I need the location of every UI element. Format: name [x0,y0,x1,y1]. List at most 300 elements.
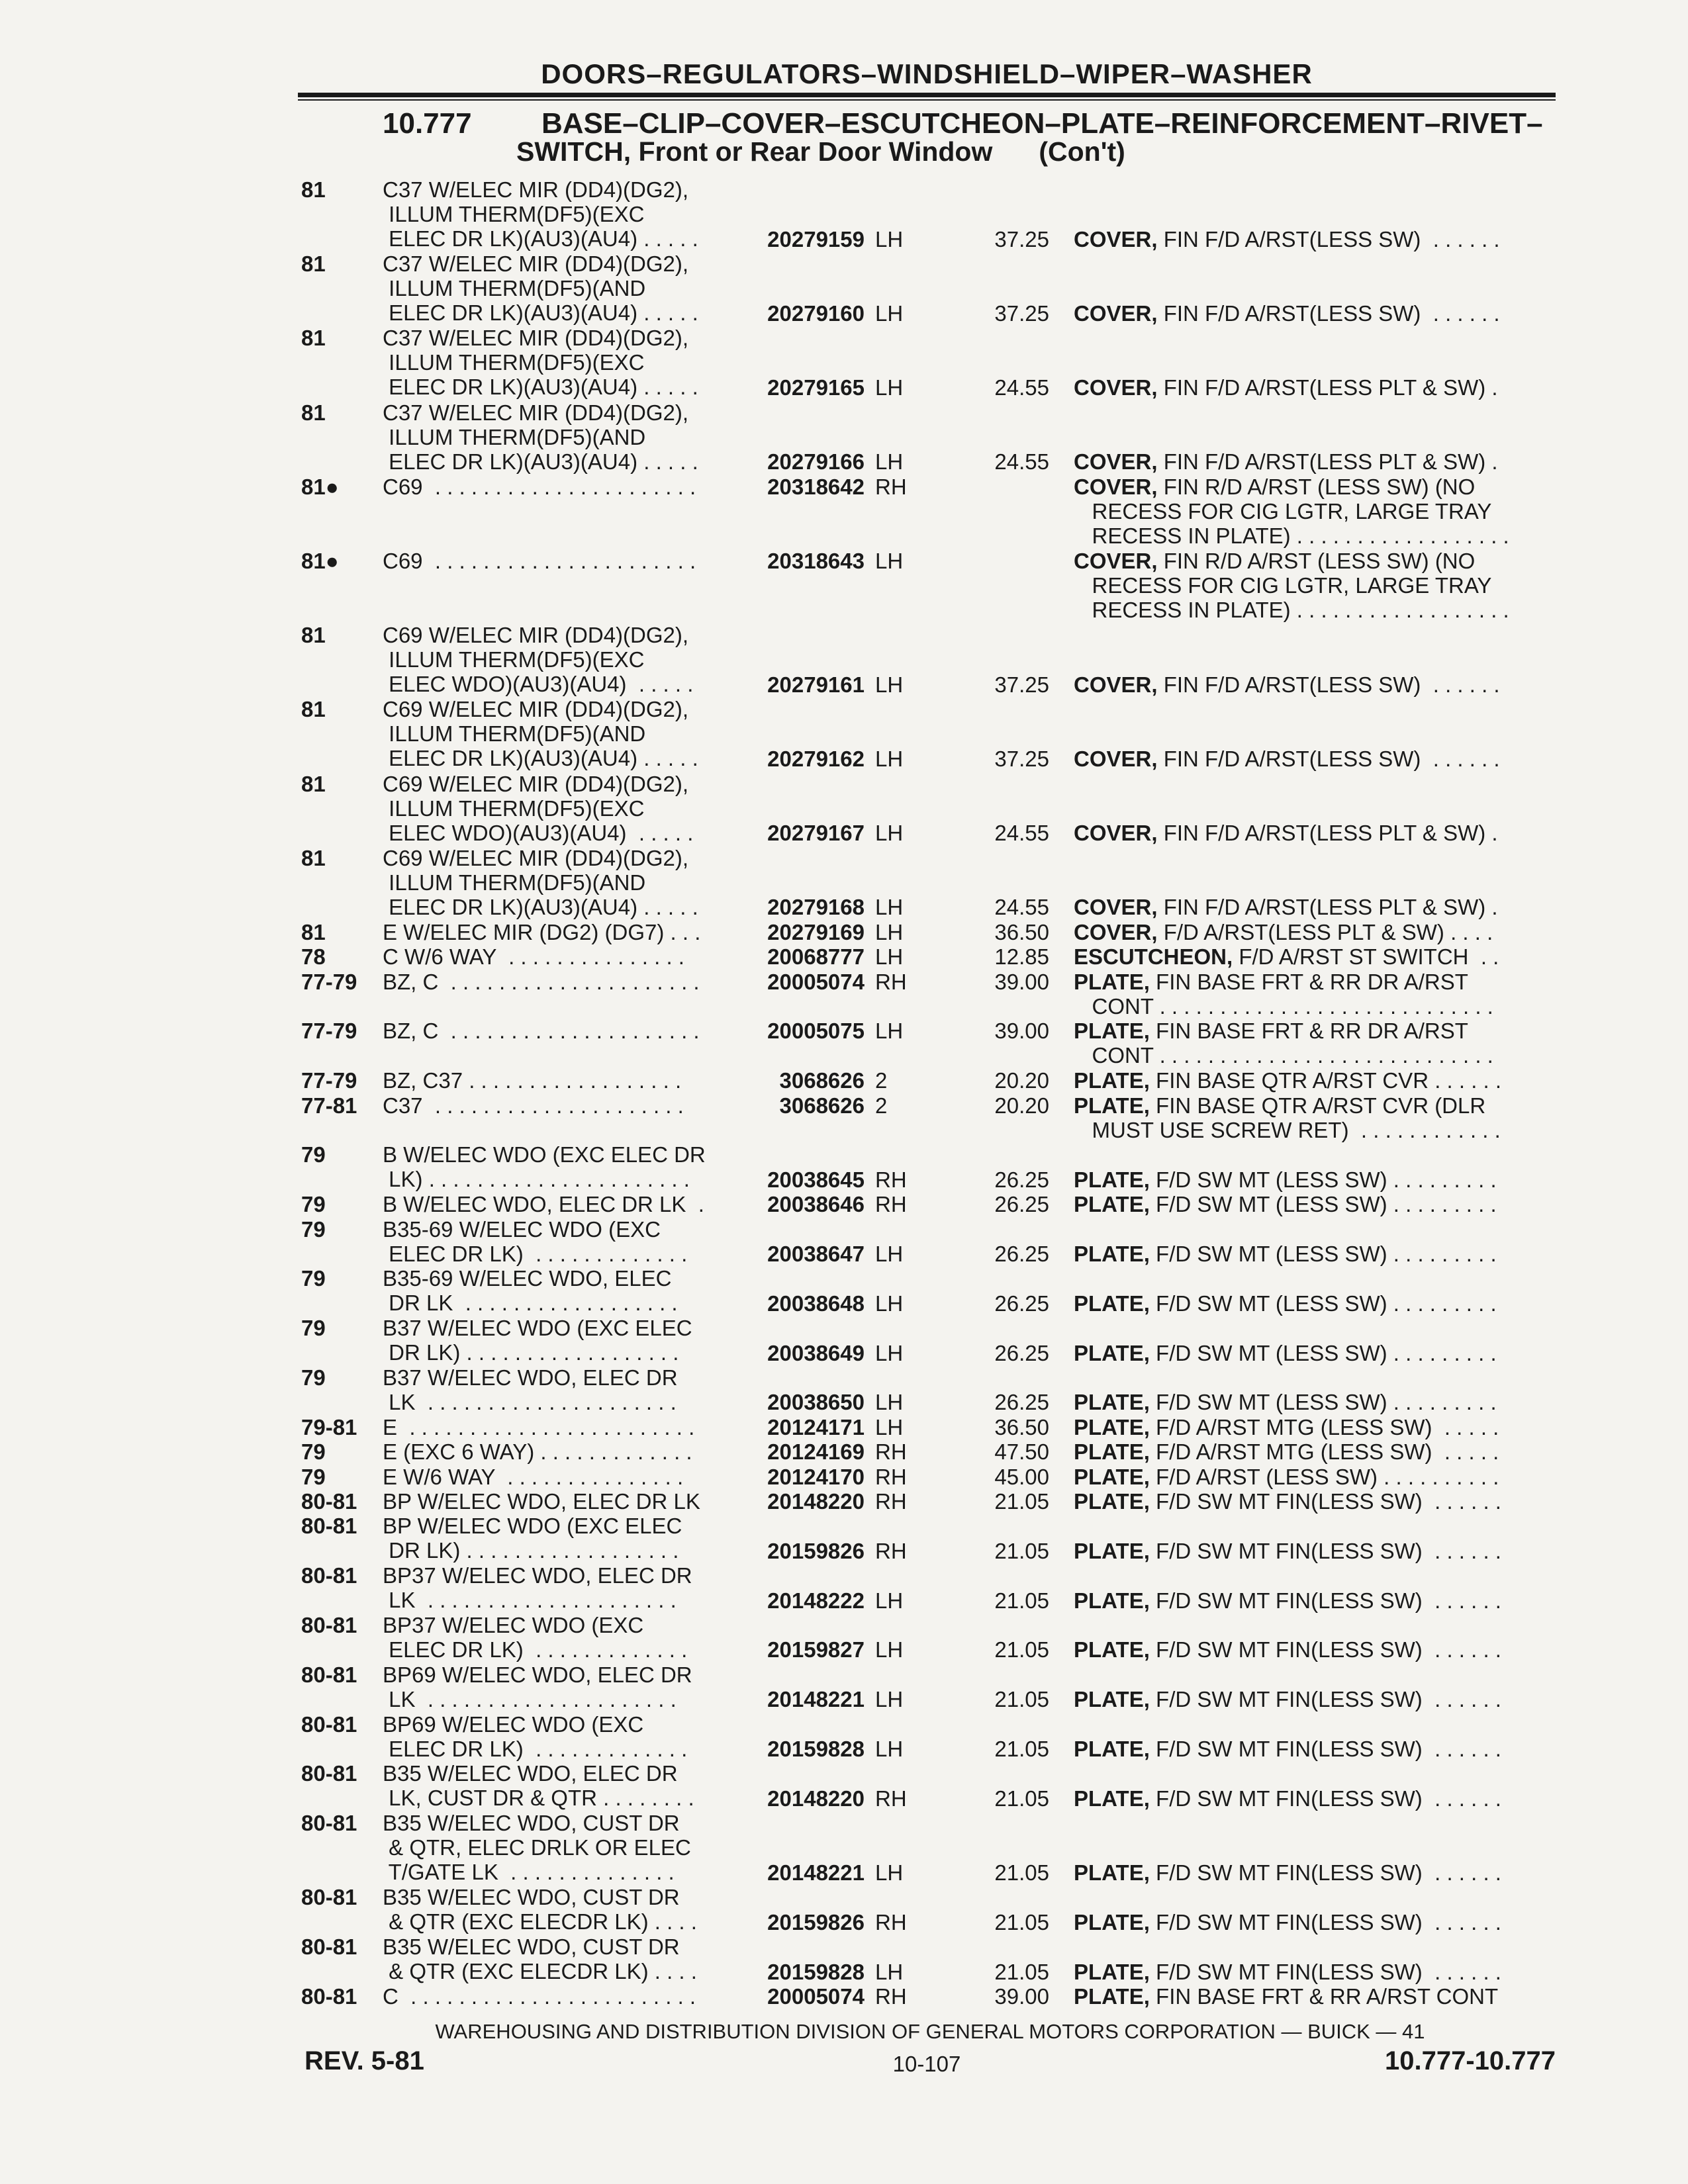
application: C . . . . . . . . . . . . . . . . . . . . . . . . [383,1983,696,2009]
application: B35-69 W/ELEC WDO (EXC ELEC DR LK) . . . . . . . . . . . . . [383,1216,688,1266]
part-number: 20148220 [767,1786,865,1811]
description-text: F/D SW MT FIN(LESS SW) . . . . . . [1149,1687,1501,1712]
part-number: 3068626 [779,1068,865,1093]
application: C69 W/ELEC MIR (DD4)(DG2), ILLUM THERM(DF5)(AND ELEC DR LK)(AU3)(AU4) . . . . . [383,697,698,771]
model-year: 77-79 [301,1019,357,1044]
application: E W/6 WAY . . . . . . . . . . . . . . . [383,1464,684,1489]
application: B W/ELEC WDO (EXC ELEC DR LK) . . . . . . . . . . . . . . . . . . . . . . [383,1142,706,1192]
quantity: LH [875,1340,904,1365]
description-text: FIN F/D A/RST(LESS PLT & SW) . [1157,449,1498,475]
table-row [0,1662,1688,1712]
model-year: 81● [301,474,339,499]
quantity: LH [875,1637,904,1662]
quantity: LH [875,1959,904,1984]
description-text: F/D SW MT FIN(LESS SW) . . . . . . [1149,1488,1501,1514]
application: C69 . . . . . . . . . . . . . . . . . . . . . . [383,548,696,573]
part-number: 20124169 [767,1439,865,1465]
table-row [0,400,1688,475]
price: 21.05 [994,1588,1049,1613]
price: 21.05 [994,1637,1049,1662]
price: 45.00 [994,1464,1049,1489]
footer-page-number: 10-107 [892,2052,961,2076]
section-title-line2: SWITCH, Front or Rear Door Window [516,136,993,167]
table-row [0,1142,1688,1192]
application: B35 W/ELEC WDO, CUST DR & QTR (EXC ELECDR LK) . . . . [383,1934,697,1984]
description-text: FIN BASE FRT & RR DR A/RST CONT . . . . . . . . . . . . . . . . . . . . . . . . . . . . [1092,1019,1493,1068]
description [1074,895,1557,919]
description [1074,1910,1557,1934]
model-year: 80-81 [301,1488,357,1514]
model-year: 81 [301,771,326,796]
part-number: 20124171 [767,1414,865,1439]
table-row [0,1984,1688,2009]
description [1074,1588,1557,1613]
description-text: F/D A/RST (LESS SW) . . . . . . . . . . [1149,1464,1499,1489]
description-text: F/D A/RST MTG (LESS SW) . . . . . [1149,1439,1499,1465]
description-text: FIN F/D A/RST(LESS SW) . . . . . . [1157,747,1500,772]
description-text: F/D SW MT (LESS SW) . . . . . . . . . [1149,1340,1497,1365]
model-year: 81 [301,400,326,425]
description-text: FIN R/D A/RST (LESS SW) (NO RECESS FOR CIG LGTR, LARGE TRAY RECESS IN PLATE) . . . . . . . . . . . . . . . . . . [1092,548,1509,622]
table-row [0,1192,1688,1216]
quantity: RH [875,969,907,994]
description-text: F/D SW MT FIN(LESS SW) . . . . . . [1149,1736,1501,1761]
part-number: 20279168 [767,895,865,920]
quantity: LH [875,895,904,920]
model-year: 79 [301,1266,326,1291]
description [1074,1687,1557,1711]
model-year: 80-81 [301,1934,357,1960]
price: 21.05 [994,1538,1049,1563]
table-row [0,970,1688,1019]
table-row [0,1019,1688,1068]
part-number: 20279166 [767,449,865,475]
price: 39.00 [994,1019,1049,1044]
table-row [0,1489,1688,1514]
parts-table [0,177,1688,2009]
table-row [0,549,1688,623]
quantity: LH [875,747,904,772]
description-text: FIN BASE QTR A/RST CVR . . . . . . [1149,1068,1502,1093]
description-keyword: PLATE, [1074,1414,1150,1439]
description-keyword: PLATE, [1074,1439,1150,1465]
quantity: RH [875,1488,907,1514]
part-number: 20038647 [767,1242,865,1267]
description-keyword: COVER, [1074,548,1158,573]
description [1074,970,1557,1019]
model-year: 80-81 [301,1811,357,1836]
description-text: F/D SW MT (LESS SW) . . . . . . . . . [1149,1390,1497,1415]
quantity: LH [875,300,904,326]
part-number: 20038649 [767,1340,865,1365]
price: 24.55 [994,449,1049,475]
description-keyword: PLATE, [1074,1068,1150,1093]
model-year: 80-81 [301,1761,357,1786]
description [1074,1167,1557,1192]
application: BZ, C37 . . . . . . . . . . . . . . . . . . [383,1068,682,1093]
price: 21.05 [994,1488,1049,1514]
description-text: F/D SW MT FIN(LESS SW) . . . . . . [1149,1538,1501,1563]
description-keyword: PLATE, [1074,969,1150,994]
description-text: FIN BASE FRT & RR A/RST CONT [1149,1983,1499,2009]
model-year: 81● [301,548,339,573]
description [1074,920,1557,944]
table-row [0,326,1688,400]
quantity: RH [875,1538,907,1563]
quantity: LH [875,1291,904,1316]
model-year: 80-81 [301,1612,357,1637]
model-year: 81 [301,177,326,202]
table-row [0,475,1688,549]
price: 26.25 [994,1340,1049,1365]
description-text: F/D SW MT FIN(LESS SW) . . . . . . [1149,1588,1501,1613]
description-text: F/D SW MT FIN(LESS SW) . . . . . . [1149,1909,1501,1934]
description-text: F/D A/RST ST SWITCH . . [1233,944,1499,970]
description-keyword: PLATE, [1074,1093,1150,1118]
part-number: 20148221 [767,1687,865,1712]
section-heading [383,107,1543,167]
description [1074,1192,1557,1216]
price: 26.25 [994,1192,1049,1217]
description-keyword: PLATE, [1074,1019,1150,1044]
description-keyword: PLATE, [1074,1242,1150,1267]
description [1074,1439,1557,1464]
application: BZ, C . . . . . . . . . . . . . . . . . . . . . [383,969,700,994]
description-keyword: COVER, [1074,375,1158,400]
description [1074,449,1557,474]
quantity: LH [875,672,904,697]
description [1074,1242,1557,1266]
part-number: 20124170 [767,1464,865,1489]
price: 26.25 [994,1167,1049,1192]
description-keyword: PLATE, [1074,1192,1150,1217]
application: B35 W/ELEC WDO, CUST DR & QTR (EXC ELECDR LK) . . . . [383,1885,697,1934]
application: BP69 W/ELEC WDO, ELEC DR LK . . . . . . . . . . . . . . . . . . . . . [383,1662,692,1711]
description-keyword: COVER, [1074,747,1158,772]
quantity: LH [875,944,904,970]
description [1074,944,1557,969]
table-row [0,1316,1688,1365]
part-number: 20279167 [767,821,865,846]
part-number: 20318642 [767,474,865,499]
model-year: 79 [301,1439,326,1465]
application: BP37 W/ELEC WDO (EXC ELEC DR LK) . . . . . . . . . . . . . [383,1612,688,1662]
application: C37 . . . . . . . . . . . . . . . . . . . . . [383,1093,684,1118]
model-year: 77-79 [301,1068,357,1093]
price: 20.20 [994,1093,1049,1118]
price: 37.25 [994,672,1049,697]
description-text: F/D SW MT (LESS SW) . . . . . . . . . [1149,1291,1497,1316]
part-number: 20279162 [767,747,865,772]
description-keyword: PLATE, [1074,1909,1150,1934]
model-year: 80-81 [301,1563,357,1588]
part-number: 20005074 [767,969,865,994]
description-keyword: COVER, [1074,919,1158,944]
description [1074,672,1557,697]
description [1074,1960,1557,1984]
part-number: 20148221 [767,1860,865,1885]
application: BZ, C . . . . . . . . . . . . . . . . . . . . . [383,1019,700,1044]
application: B35-69 W/ELEC WDO, ELEC DR LK . . . . . . . . . . . . . . . . . . [383,1266,678,1316]
description-keyword: COVER, [1074,449,1158,475]
price: 21.05 [994,1860,1049,1885]
description-text: FIN F/D A/RST(LESS SW) . . . . . . [1157,300,1500,326]
application: B37 W/ELEC WDO (EXC ELEC DR LK) . . . . . . . . . . . . . . . . . . [383,1316,692,1365]
description-keyword: PLATE, [1074,1291,1150,1316]
price: 21.05 [994,1786,1049,1811]
price: 47.50 [994,1439,1049,1465]
model-year: 79 [301,1365,326,1390]
table-row [0,944,1688,969]
description-text: FIN F/D A/RST(LESS SW) . . . . . . [1157,226,1500,251]
application: C37 W/ELEC MIR (DD4)(DG2), ILLUM THERM(DF5)(EXC ELEC DR LK)(AU3)(AU4) . . . . . [383,177,698,251]
application: C W/6 WAY . . . . . . . . . . . . . . . [383,944,684,970]
description-text: F/D SW MT FIN(LESS SW) . . . . . . [1149,1959,1501,1984]
quantity: 2 [875,1068,888,1093]
quantity: RH [875,1167,907,1192]
description [1074,1737,1557,1761]
price: 26.25 [994,1390,1049,1415]
price: 21.05 [994,1959,1049,1984]
header-rule [298,93,1556,97]
description-keyword: COVER, [1074,226,1158,251]
table-row [0,920,1688,944]
description [1074,301,1557,326]
description-keyword: COVER, [1074,895,1158,920]
quantity: LH [875,449,904,475]
header-rule-thin [298,99,1556,101]
table-row [0,1885,1688,1934]
description-text: F/D SW MT (LESS SW) . . . . . . . . . [1149,1242,1497,1267]
price: 12.85 [994,944,1049,970]
description-keyword: PLATE, [1074,1687,1150,1712]
price: 21.05 [994,1909,1049,1934]
application: B35 W/ELEC WDO, ELEC DR LK, CUST DR & QTR . . . . . . . . [383,1761,694,1811]
part-number: 20279159 [767,226,865,251]
description-keyword: PLATE, [1074,1983,1150,2009]
part-number: 20068777 [767,944,865,970]
part-number: 20159827 [767,1637,865,1662]
model-year: 80-81 [301,1885,357,1910]
part-number: 20159826 [767,1909,865,1934]
description-keyword: COVER, [1074,300,1158,326]
part-number: 20318643 [767,548,865,573]
description-keyword: PLATE, [1074,1340,1150,1365]
table-row [0,1415,1688,1439]
description-text: F/D SW MT (LESS SW) . . . . . . . . . [1149,1167,1497,1192]
table-row [0,1217,1688,1267]
description-text: FIN F/D A/RST(LESS PLT & SW) . [1157,895,1498,920]
description-keyword: COVER, [1074,474,1158,499]
table-row [0,1093,1688,1143]
price: 24.55 [994,895,1049,920]
application: B35 W/ELEC WDO, CUST DR & QTR, ELEC DRLK OR ELEC T/GATE LK . . . . . . . . . . . . . . [383,1811,691,1885]
description-keyword: PLATE, [1074,1588,1150,1613]
quantity: LH [875,548,904,573]
description-keyword: PLATE, [1074,1167,1150,1192]
part-number: 20159826 [767,1538,865,1563]
model-year: 81 [301,919,326,944]
description [1074,1019,1557,1068]
description-keyword: PLATE, [1074,1464,1150,1489]
description-keyword: PLATE, [1074,1959,1150,1984]
quantity: LH [875,821,904,846]
description [1074,1068,1557,1093]
description-text: F/D A/RST(LESS PLT & SW) . . . . [1157,919,1493,944]
price: 37.25 [994,300,1049,326]
price: 36.50 [994,919,1049,944]
description-text: FIN R/D A/RST (LESS SW) (NO RECESS FOR CIG LGTR, LARGE TRAY RECESS IN PLATE) . . . . . . . . . . . . . . . . . . [1092,474,1509,548]
table-row [0,177,1688,251]
table-row [0,1934,1688,1984]
description [1074,821,1557,845]
footer-division: WAREHOUSING AND DISTRIBUTION DIVISION OF GENERAL MOTORS CORPORATION — BUICK — 41 [435,2020,1425,2043]
part-number: 3068626 [779,1093,865,1118]
application: BP W/ELEC WDO (EXC ELEC DR LK) . . . . . . . . . . . . . . . . . . [383,1514,682,1563]
model-year: 80-81 [301,1514,357,1539]
application: E . . . . . . . . . . . . . . . . . . . . . . . . [383,1414,695,1439]
table-row [0,1712,1688,1762]
part-number: 20279165 [767,375,865,400]
price: 24.55 [994,375,1049,400]
table-row [0,1439,1688,1464]
table-row [0,1613,1688,1662]
description-keyword: PLATE, [1074,1736,1150,1761]
table-row [0,1563,1688,1613]
model-year: 79 [301,1464,326,1489]
price: 21.05 [994,1736,1049,1761]
description [1074,1291,1557,1316]
description-keyword: COVER, [1074,672,1158,697]
description-text: FIN BASE FRT & RR DR A/RST CONT . . . . . . . . . . . . . . . . . . . . . . . . . . . . [1092,969,1493,1019]
description [1074,1093,1557,1142]
part-number: 20038645 [767,1167,865,1192]
quantity: RH [875,474,907,499]
table-row [0,1514,1688,1563]
quantity: RH [875,1909,907,1934]
part-number: 20005074 [767,1983,865,2009]
description-text: F/D SW MT FIN(LESS SW) . . . . . . [1149,1860,1501,1885]
description-keyword: COVER, [1074,821,1158,846]
section-title-line1: BASE–CLIP–COVER–ESCUTCHEON–PLATE–REINFORCEMENT–RIVET– [541,107,1543,140]
application: C69 W/ELEC MIR (DD4)(DG2), ILLUM THERM(DF5)(EXC ELEC WDO)(AU3)(AU4) . . . . . [383,771,694,845]
description [1074,1489,1557,1514]
description [1074,1637,1557,1662]
price: 39.00 [994,969,1049,994]
description [1074,475,1557,548]
part-number: 20148222 [767,1588,865,1613]
application: C37 W/ELEC MIR (DD4)(DG2), ILLUM THERM(DF5)(AND ELEC DR LK)(AU3)(AU4) . . . . . [383,400,698,474]
model-year: 79 [301,1192,326,1217]
description-keyword: PLATE, [1074,1860,1150,1885]
description [1074,1415,1557,1439]
application: C69 W/ELEC MIR (DD4)(DG2), ILLUM THERM(DF5)(EXC ELEC WDO)(AU3)(AU4) . . . . . [383,623,694,697]
description [1074,375,1557,400]
quantity: LH [875,919,904,944]
price: 20.20 [994,1068,1049,1093]
description [1074,1860,1557,1885]
quantity: RH [875,1192,907,1217]
model-year: 78 [301,944,326,970]
model-year: 79-81 [301,1414,357,1439]
price: 26.25 [994,1242,1049,1267]
quantity: LH [875,226,904,251]
part-number: 20279160 [767,300,865,326]
quantity: LH [875,375,904,400]
model-year: 79 [301,1142,326,1167]
application: B W/ELEC WDO, ELEC DR LK . [383,1192,704,1217]
page-header-title: DOORS–REGULATORS–WINDSHIELD–WIPER–WASHER [541,58,1313,89]
table-row [0,1068,1688,1093]
model-year: 79 [301,1216,326,1242]
application: C69 W/ELEC MIR (DD4)(DG2), ILLUM THERM(DF5)(AND ELEC DR LK)(AU3)(AU4) . . . . . [383,845,698,919]
model-year: 77-81 [301,1093,357,1118]
description [1074,227,1557,251]
part-number: 20148220 [767,1488,865,1514]
price: 36.50 [994,1414,1049,1439]
footer-section-range: 10.777-10.777 [1384,2046,1556,2075]
price: 37.25 [994,747,1049,772]
description [1074,1390,1557,1414]
table-row [0,1811,1688,1885]
quantity: RH [875,1983,907,2009]
model-year: 80-81 [301,1662,357,1687]
description-keyword: ESCUTCHEON, [1074,944,1233,970]
table-row [0,1365,1688,1415]
model-year: 81 [301,697,326,722]
table-row [0,772,1688,846]
section-number: 10.777 [383,107,472,140]
model-year: 80-81 [301,1711,357,1737]
application: E W/ELEC MIR (DG2) (DG7) . . . [383,919,701,944]
table-row [0,697,1688,771]
section-continued: (Con't) [1039,136,1125,167]
part-number: 20159828 [767,1959,865,1984]
description [1074,747,1557,771]
price: 39.00 [994,1983,1049,2009]
price: 37.25 [994,226,1049,251]
application: E (EXC 6 WAY) . . . . . . . . . . . . . [383,1439,692,1465]
quantity: LH [875,1019,904,1044]
description-text: FIN F/D A/RST(LESS SW) . . . . . . [1157,672,1500,697]
footer-revision: REV. 5-81 [305,2046,424,2075]
model-year: 81 [301,251,326,277]
quantity: LH [875,1860,904,1885]
part-number: 20279161 [767,672,865,697]
table-row [0,251,1688,326]
table-row [0,1761,1688,1811]
application: BP37 W/ELEC WDO, ELEC DR LK . . . . . . . . . . . . . . . . . . . . . [383,1563,692,1613]
quantity: RH [875,1464,907,1489]
model-year: 81 [301,845,326,870]
description-text: FIN F/D A/RST(LESS PLT & SW) . [1157,821,1498,846]
quantity: LH [875,1588,904,1613]
description [1074,1984,1557,2009]
part-number: 20279169 [767,919,865,944]
table-row [0,623,1688,697]
application: BP W/ELEC WDO, ELEC DR LK [383,1488,700,1514]
description-text: FIN BASE QTR A/RST CVR (DLR MUST USE SCREW RET) . . . . . . . . . . . . [1092,1093,1501,1142]
description [1074,1786,1557,1811]
application: BP69 W/ELEC WDO (EXC ELEC DR LK) . . . . . . . . . . . . . [383,1711,688,1761]
quantity: RH [875,1786,907,1811]
part-number: 20038648 [767,1291,865,1316]
description-text: FIN F/D A/RST(LESS PLT & SW) . [1157,375,1498,400]
model-year: 81 [301,326,326,351]
model-year: 77-79 [301,969,357,994]
description-text: F/D SW MT FIN(LESS SW) . . . . . . [1149,1637,1501,1662]
price: 24.55 [994,821,1049,846]
